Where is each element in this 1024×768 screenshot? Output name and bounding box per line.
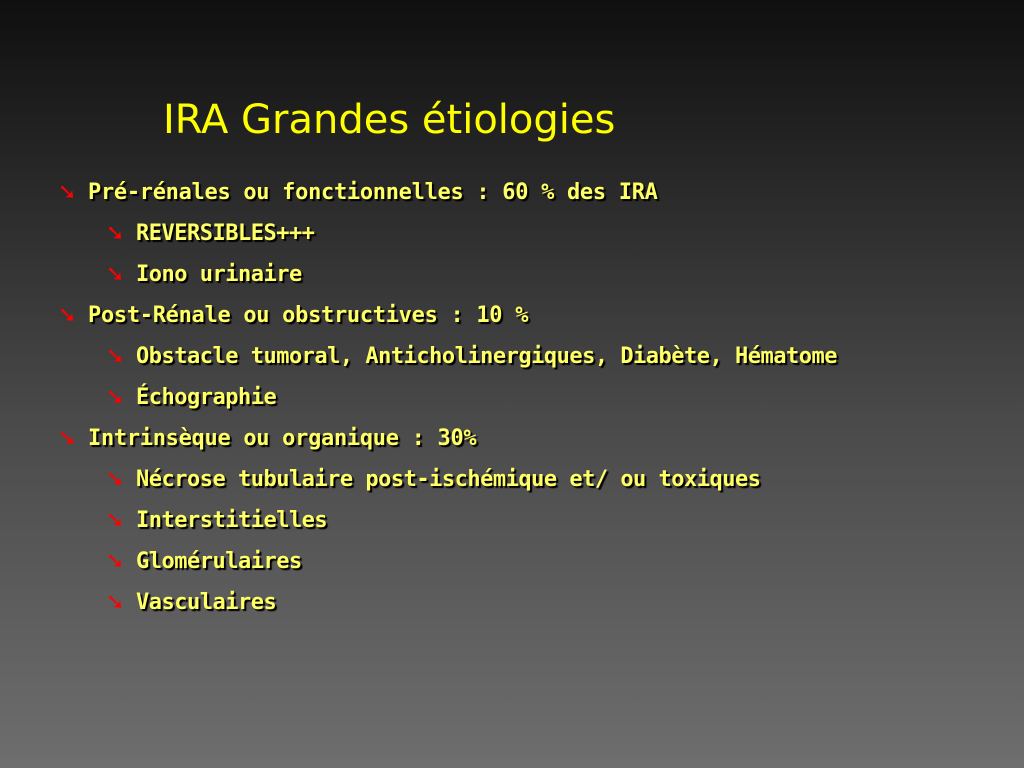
bullet-text: Post-Rénale ou obstructives : 10 % (88, 303, 529, 328)
bullet-item-level-2 (0, 500, 1024, 541)
bullet-text: Obstacle tumoral, Anticholinergiques, Diabète, Hématome (136, 344, 837, 369)
bullet-text: Vasculaires (136, 590, 277, 615)
arrow-down-right-icon: ➘ (106, 385, 125, 410)
slide-title: IRA Grandes étiologies (163, 97, 616, 143)
bullet-item-level-2 (0, 336, 1024, 377)
arrow-down-right-icon: ➘ (106, 221, 125, 246)
arrow-down-right-icon: ➘ (106, 508, 125, 533)
bullet-text: Échographie (136, 385, 277, 410)
arrow-down-right-icon: ➘ (106, 262, 125, 287)
arrow-down-right-icon: ➘ (58, 426, 77, 451)
bullet-text: Nécrose tubulaire post-ischémique et/ ou toxiques (136, 467, 761, 492)
arrow-down-right-icon: ➘ (58, 303, 77, 328)
bullet-item-level-2 (0, 213, 1024, 254)
arrow-down-right-icon: ➘ (58, 180, 77, 205)
bullet-item-level-2 (0, 254, 1024, 295)
bullet-item-level-1 (0, 295, 1024, 336)
bullet-item-level-2 (0, 459, 1024, 500)
bullet-item-level-2 (0, 582, 1024, 623)
bullet-text: REVERSIBLES+++ (136, 221, 315, 246)
bullet-item-level-1 (0, 418, 1024, 459)
bullet-text: Pré-rénales ou fonctionnelles : 60 % des IRA (88, 180, 658, 205)
bullet-text: Iono urinaire (136, 262, 302, 287)
bullet-list (0, 172, 1024, 623)
bullet-text: Glomérulaires (136, 549, 302, 574)
arrow-down-right-icon: ➘ (106, 549, 125, 574)
bullet-item-level-1 (0, 172, 1024, 213)
bullet-item-level-2 (0, 377, 1024, 418)
bullet-text: Intrinsèque ou organique : 30% (88, 426, 477, 451)
arrow-down-right-icon: ➘ (106, 344, 125, 369)
arrow-down-right-icon: ➘ (106, 590, 125, 615)
bullet-item-level-2 (0, 541, 1024, 582)
arrow-down-right-icon: ➘ (106, 467, 125, 492)
bullet-text: Interstitielles (136, 508, 328, 533)
